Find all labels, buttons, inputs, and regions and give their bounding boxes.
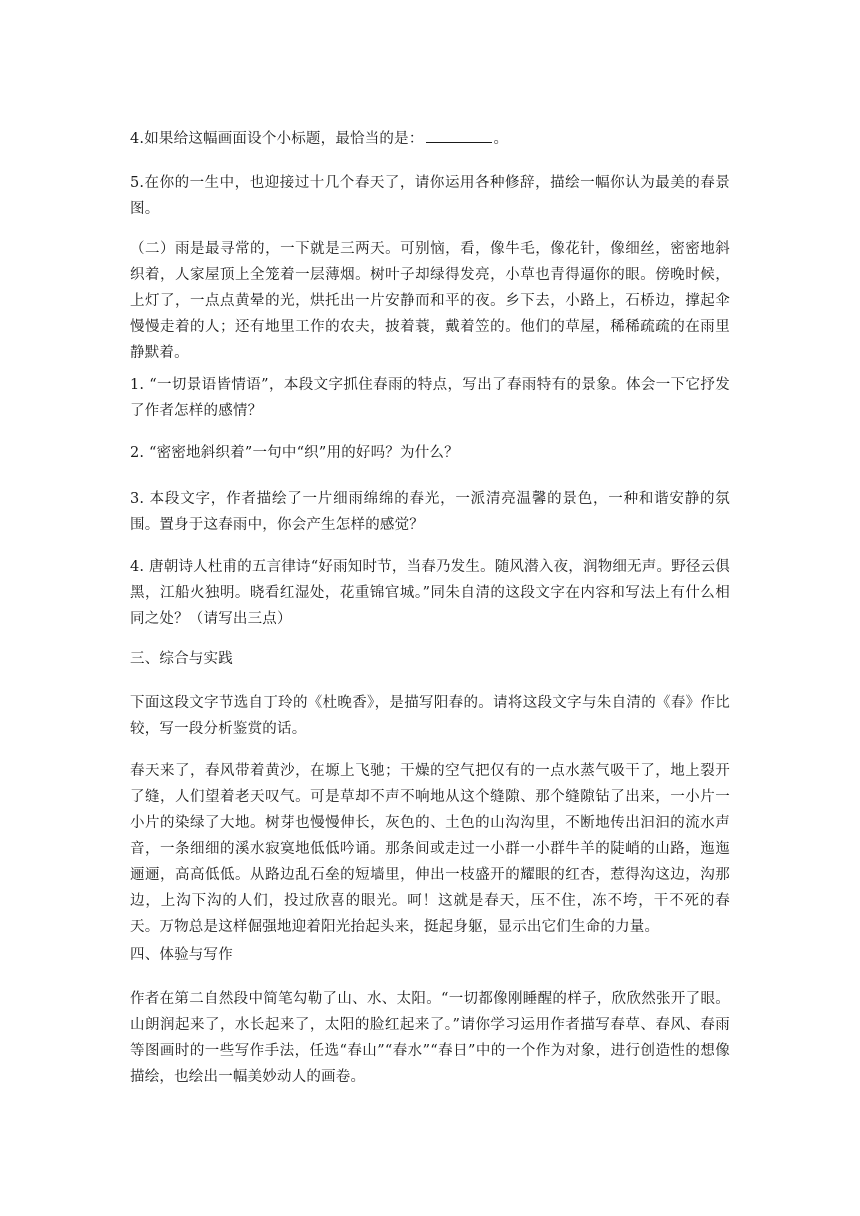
passage-2-question-1: 1. “一切景语皆情语”，本段文字抓住春雨的特点，写出了春雨特有的景象。体会一下它抒发了作者怎样的感情？ bbox=[130, 377, 730, 419]
passage-2-question-3: 3. 本段文字，作者描绘了一片细雨绵绵的春光，一派清亮温馨的景色，一种和谐安静的氛围。置身于这春雨中，你会产生怎样的感觉？ bbox=[130, 491, 730, 533]
section-3-title: 三、综合与实践 bbox=[130, 651, 233, 667]
question-5: 5.在你的一生中，也迎接过十几个春天了，请你运用各种修辞，描绘一幅你认为最美的春景图。 bbox=[130, 175, 730, 217]
passage-2: （二）雨是最寻常的，一下就是三两天。可别恼，看，像牛毛，像花针，像细丝，密密地斜织着，人家屋顶上全笼着一层薄烟。树叶子却绿得发亮，小草也青得逼你的眼。傍晚时候，上灯了，一点点黄晕的光，烘托出一片安静而和平的夜。乡下去，小路上，石桥边，撑起伞慢慢走着的人；还有地里工作的农夫，披着蓑，戴着笠的。他们的草屋，稀稀疏疏的在雨里静默着。 bbox=[130, 241, 730, 361]
question-4-text: 4.如果给这幅画面设个小标题，最恰当的是： bbox=[130, 131, 424, 147]
question-4-end: 。 bbox=[493, 131, 509, 147]
section-4-text: 作者在第二自然段中简笔勾勒了山、水、太阳。“一切都像刚睡醒的样子，欣欣然张开了眼。山朗润起来了，水长起来了，太阳的脸红起来了。”请你学习运用作者描写春草、春风、春雨等图画时的一些写作手法，任选“春山”“春水”“春日”中的一个作为对象，进行创造性的想像描绘，也绘出一幅美妙动人的画卷。 bbox=[130, 991, 730, 1085]
section-4-title: 四、体验与写作 bbox=[130, 947, 233, 963]
passage-2-question-2: 2. “密密地斜织着”一句中“织”用的好吗？为什么？ bbox=[130, 445, 459, 461]
question-4 bbox=[130, 126, 730, 152]
section-3-intro: 下面这段文字节选自丁玲的《杜晚香》，是描写阳春的。请将这段文字与朱自清的《春》作比较，写一段分析鉴赏的话。 bbox=[130, 695, 730, 737]
section-3-passage: 春天来了，春风带着黄沙，在塬上飞驰；干燥的空气把仅有的一点水蒸气吸干了，地上裂开了缝，人们望着老天叹气。可是草却不声不响地从这个缝隙、那个缝隙钻了出来，一小片一小片的染绿了大地。树芽也慢慢伸长，灰色的、土色的山沟沟里，不断地传出汩汩的流水声音，一条细细的溪水寂寞地低低吟诵。那条间或走过一小群一小群牛羊的陡峭的山路，迤迤逦逦，高高低低。从路边乱石垒的短墙里，伸出一枝盛开的耀眼的红杏，惹得沟这边，沟那边，上沟下沟的人们，投过欣喜的眼光。呵！这就是春天，压不住，冻不垮，干不死的春天。万物总是这样倔强地迎着阳光抬起头来，挺起身躯，显示出它们生命的力量。 bbox=[130, 763, 730, 935]
passage-2-question-4: 4. 唐朝诗人杜甫的五言律诗“好雨知时节，当春乃发生。随风潜入夜，润物细无声。野径云俱黑，江船火独明。晓看红湿处，花重锦官城。”同朱自清的这段文字在内容和写法上有什么相同之处？（请写出三点） bbox=[130, 559, 730, 627]
answer-blank bbox=[426, 128, 492, 143]
